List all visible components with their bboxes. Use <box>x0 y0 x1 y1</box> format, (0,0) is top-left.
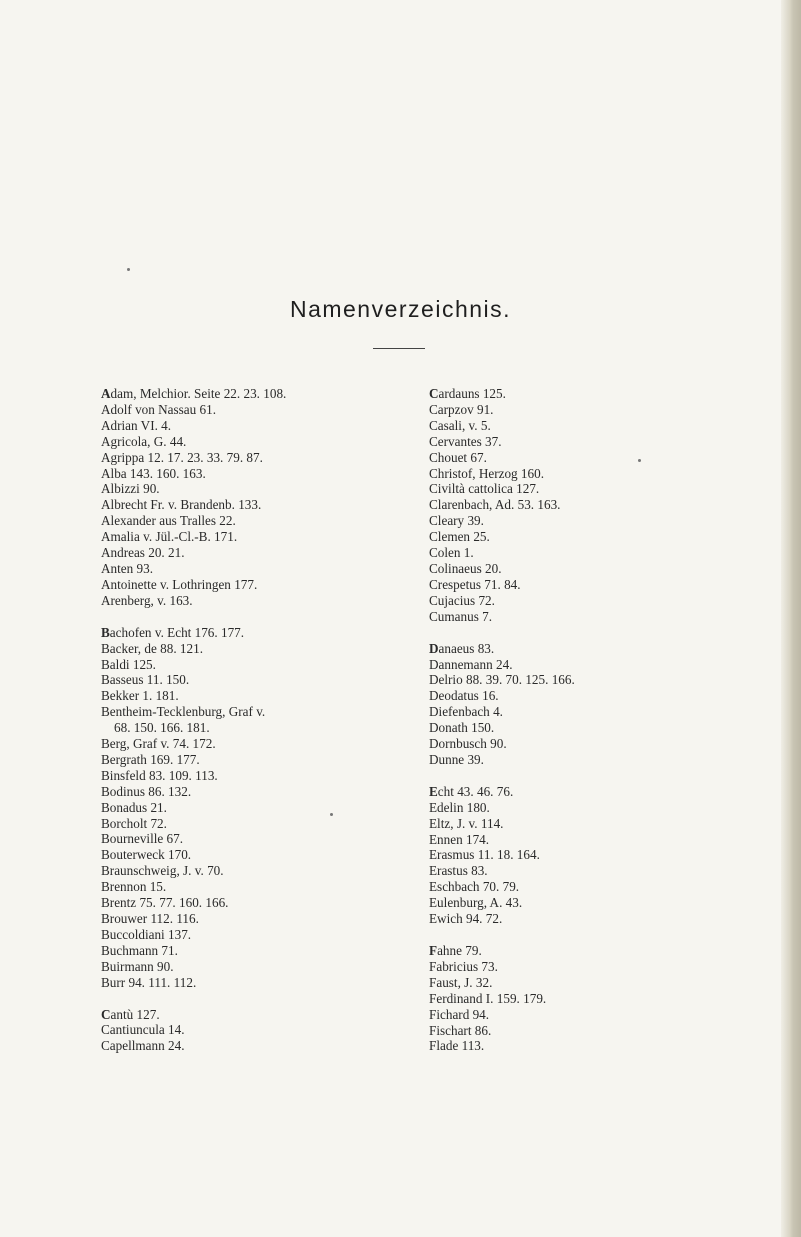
index-entry: Bouterweck 170. <box>101 847 192 863</box>
index-entry: Dornbusch 90. <box>429 736 507 752</box>
index-entry: Dunne 39. <box>429 751 484 767</box>
index-entry: Clemen 25. <box>429 529 490 545</box>
initial-letter: A <box>101 386 111 401</box>
index-entry: Cujacius 72. <box>429 592 495 608</box>
entry-text: cht 43. 46. 76. <box>437 783 514 799</box>
group-gap <box>429 625 769 641</box>
index-entry: Crespetus 71. 84. <box>429 576 521 592</box>
index-entry: Andreas 20. 21. <box>101 545 185 561</box>
index-entry: Erasmus 11. 18. 164. <box>429 847 540 863</box>
index-entry: Cervantes 37. <box>429 433 502 449</box>
index-entry: Carpzov 91. <box>429 401 494 417</box>
index-entry: Bekker 1. 181. <box>101 688 179 704</box>
initial-letter: D <box>429 640 439 656</box>
index-entry: Bonadus 21. <box>101 799 167 815</box>
index-entry: Berg, Graf v. 74. 172. <box>101 736 216 752</box>
index-column-left <box>101 386 416 1054</box>
index-entry: Bodinus 86. 132. <box>101 783 192 799</box>
initial-letter: C <box>101 1006 111 1022</box>
index-entry: Bentheim-Tecklenburg, Graf v. <box>101 704 266 720</box>
index-entry: Donath 150. <box>429 720 495 736</box>
initial-letter: F <box>429 943 438 958</box>
index-entry: Buirmann 90. <box>101 958 174 974</box>
index-entry: Bergrath 169. 177. <box>101 751 200 767</box>
index-entry: Chouet 67. <box>429 449 487 465</box>
page-title: Namenverzeichnis. <box>289 296 512 322</box>
index-entry: Faust, J. 32. <box>429 974 493 990</box>
index-entry: Binsfeld 83. 109. 113. <box>101 767 218 783</box>
index-entry: Edelin 180. <box>429 799 490 815</box>
index-entry: Ewich 94. 72. <box>429 911 503 927</box>
index-entry: Baldi 125. <box>101 656 156 672</box>
index-entry: Bourneville 67. <box>101 831 184 847</box>
print-dot <box>127 268 130 271</box>
index-entry: Backer, de 88. 121. <box>101 640 204 656</box>
index-entry: Eulenburg, A. 43. <box>429 895 523 911</box>
index-entry: Cumanus 7. <box>429 608 493 624</box>
index-entry: Flade 113. <box>429 1038 485 1054</box>
index-entry: Amalia v. Jül.-Cl.-B. 171. <box>101 529 238 545</box>
index-entry: Cantiuncula 14. <box>101 1022 185 1038</box>
index-entry: Delrio 88. 39. 70. 125. 166. <box>429 672 575 688</box>
index-entry: Brentz 75. 77. 160. 166. <box>101 895 229 911</box>
index-entry: Borcholt 72. <box>101 815 167 831</box>
initial-letter: C <box>429 386 439 401</box>
index-entry: Casali, v. 5. <box>429 417 491 433</box>
entry-text: dam, Melchior. Seite 22. 23. 108. <box>110 386 287 401</box>
index-entry: Adrian VI. 4. <box>101 417 172 433</box>
index-entry: Deodatus 16. <box>429 688 499 704</box>
index-entry <box>429 784 769 800</box>
page-edge <box>781 0 801 1237</box>
group-gap <box>429 768 769 784</box>
group-gap <box>101 609 416 625</box>
index-entry: Capellmann 24. <box>101 1038 185 1054</box>
index-entry: Braunschweig, J. v. 70. <box>101 863 224 879</box>
entry-text: anaeus 83. <box>438 640 495 656</box>
index-entry: Albrecht Fr. v. Brandenb. 133. <box>101 497 262 513</box>
index-entry <box>429 943 769 959</box>
index-entry: Agrippa 12. 17. 23. 33. 79. 87. <box>101 449 263 465</box>
index-entry: Diefenbach 4. <box>429 704 503 720</box>
index-entry: Buchmann 71. <box>101 942 178 958</box>
index-entry: Ennen 174. <box>429 831 490 847</box>
entry-text: achofen v. Echt 176. 177. <box>109 624 245 640</box>
index-entry: Burr 94. 111. 112. <box>101 974 197 990</box>
index-entry: Colinaeus 20. <box>429 560 502 576</box>
entry-text: antù 127. <box>110 1006 160 1022</box>
initial-letter: B <box>101 624 110 640</box>
index-entry: Fabricius 73. <box>429 958 498 974</box>
entry-text: ardauns 125. <box>438 386 506 401</box>
index-entry: Colen 1. <box>429 545 474 561</box>
index-entry: Alexander aus Tralles 22. <box>101 513 236 529</box>
index-entry <box>429 386 769 402</box>
entry-text: ahne 79. <box>437 943 482 958</box>
index-entry: Arenberg, v. 163. <box>101 592 193 608</box>
index-entry: Fischart 86. <box>429 1022 492 1038</box>
index-entry: Cleary 39. <box>429 513 484 529</box>
index-entry: Basseus 11. 150. <box>101 672 190 688</box>
index-column-right <box>429 386 769 1054</box>
index-entry: Brennon 15. <box>101 879 167 895</box>
group-gap <box>429 927 769 943</box>
index-entry: Antoinette v. Lothringen 177. <box>101 576 258 592</box>
index-entry: Eschbach 70. 79. <box>429 879 520 895</box>
index-entry: Alba 143. 160. 163. <box>101 465 206 481</box>
index-entry: Ferdinand I. 159. 179. <box>429 990 547 1006</box>
title-rule <box>373 348 425 349</box>
index-entry <box>101 625 416 641</box>
index-entry: Agricola, G. 44. <box>101 433 187 449</box>
index-entry: Brouwer 112. 116. <box>101 911 199 926</box>
index-entry: Buccoldiani 137. <box>101 926 192 942</box>
index-entry: Dannemann 24. <box>429 656 513 672</box>
group-gap <box>101 991 416 1007</box>
index-entry: Anten 93. <box>101 560 154 576</box>
index-entry: Fichard 94. <box>429 1006 490 1022</box>
index-entry: Erastus 83. <box>429 863 488 879</box>
index-entry: Eltz, J. v. 114. <box>429 815 504 831</box>
index-entry: Civiltà cattolica 127. <box>429 481 540 497</box>
index-entry <box>101 1007 416 1023</box>
index-entry: 68. 150. 166. 181. <box>114 720 210 736</box>
index-entry <box>429 641 769 657</box>
index-entry: Albizzi 90. <box>101 481 160 497</box>
index-entry: Adolf von Nassau 61. <box>101 401 217 417</box>
index-entry <box>101 386 416 402</box>
index-entry: Clarenbach, Ad. 53. 163. <box>429 497 561 513</box>
initial-letter: E <box>429 783 438 799</box>
index-entry: Christof, Herzog 160. <box>429 465 545 481</box>
